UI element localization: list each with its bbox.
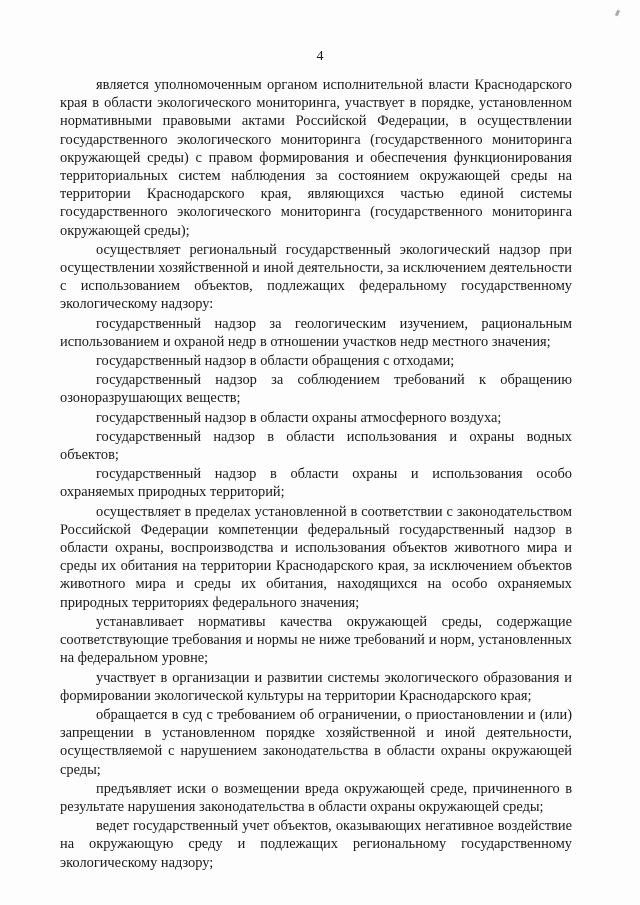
paragraph-damage-claims: предъявляет иски о возмещении вреда окружающей среде, причиненного в результате нарушения законодательства в области охраны окружающей среды; (60, 780, 572, 815)
paragraph-state-registry: ведет государственный учет объектов, оказывающих негативное воздействие на окружающую среду и подлежащих региональному государственному экологическому надзору; (60, 818, 572, 871)
paragraph-air-supervision: государственный надзор в области охраны атмосферного воздуха; (96, 409, 502, 426)
document-body (60, 76, 572, 872)
paragraph-subsoil-supervision: государственный надзор за геологическим изучением, рациональным использованием и охраной недр в отношении участков недр местного значения; (60, 315, 572, 350)
paragraph-environmental-monitoring: является уполномоченным органом исполнительной власти Краснодарского края в области экологического мониторинга, участвует в порядке, установленном нормативными правовыми актами Российской Федерации, в осуществлении государственного экологического мониторинга (государственного мониторинга окружающей среды) с правом формирования и обеспечения функционирования территориальных систем наблюдения за состоянием окружающей среды на территории Краснодарского края, являющихся частью единой системы государственного экологического мониторинга (государственного мониторинга окружающей среды); (60, 77, 572, 239)
paragraph-quality-standards: устанавливает нормативы качества окружающей среды, содержащие соответствующие требования и нормы не ниже требований и норм, установленных на федеральном уровне; (60, 613, 572, 667)
paragraph-protected-areas-supervision: государственный надзор в области охраны и использования особо охраняемых природных территорий; (60, 466, 572, 501)
paragraph-ecological-education: участвует в организации и развитии системы экологического образования и формировании экологической культуры на территории Краснодарского края; (60, 669, 572, 704)
paragraph-court-appeals: обращается в суд с требованием об ограничении, о приостановлении и (или) запрещении в установленном порядке хозяйственной и иной деятельности, осуществляемой с нарушением законодательства в области охраны окружающей среды; (60, 706, 572, 778)
paragraph-waste-supervision: государственный надзор в области обращения с отходами; (96, 353, 455, 370)
paragraph-wildlife-supervision: осуществляет в пределах установленной в соответствии с законодательством Российской Федерации компетенции федеральный государственный надзор в области охраны, воспроизводства и использования объектов животного мира и среды их обитания на территории Краснодарского края, за исключением объектов животного мира и среды их обитания, находящихся на особо охраняемых природных территориях федерального значения; (60, 503, 572, 611)
paragraph-regional-supervision: осуществляет региональный государственный экологический надзор при осуществлении хозяйственной и иной деятельности, за исключением деятельности с использованием объектов, подлежащих федеральному государственному экологическому надзору: (60, 241, 572, 313)
paragraph-ozone-supervision: государственный надзор за соблюдением требований к обращению озоноразрушающих веществ; (60, 372, 572, 407)
page-number: 4 (316, 49, 324, 64)
paragraph-water-supervision: государственный надзор в области использования и охраны водных объектов; (60, 428, 572, 464)
scan-mark (615, 10, 620, 17)
